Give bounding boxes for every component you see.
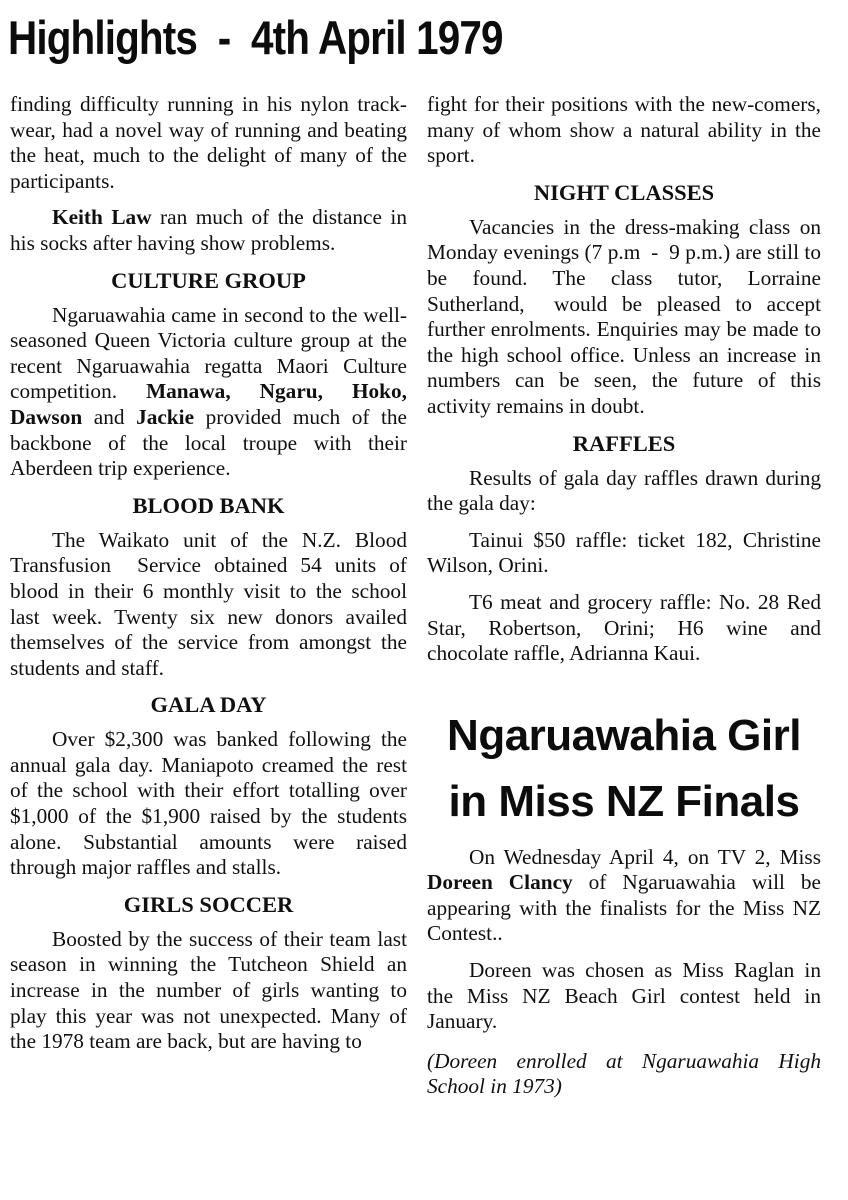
section-heading: RAFFLES	[572, 430, 676, 456]
article-headline-line: Ngaruawahia Girl	[447, 710, 801, 760]
right-column	[427, 92, 821, 1111]
section-heading: BLOOD BANK	[132, 492, 285, 518]
paragraph: Boosted by the success of their team last season in winning the Tutcheon Shield an increase in the number of girls wanting to play this year was not unexpected. Many of the 1978 team are back, but are having to	[10, 926, 407, 1054]
left-column	[10, 92, 407, 1066]
paragraph: Tainui $50 raffle: ticket 182, Christine Wilson, Orini.	[427, 527, 821, 578]
paragraph: Doreen was chosen as Miss Raglan in the Miss NZ Beach Girl contest held in January.	[427, 958, 821, 1034]
paragraph: finding difficulty running in his nylon track-wear, had a novel way of running and beating the heat, much to the delight of many of the participants.	[10, 92, 407, 193]
article-headline	[427, 703, 821, 835]
paragraph: Results of gala day raffles drawn during the gala day:	[427, 465, 821, 516]
page-title: Highlights - 4th April 1979	[8, 11, 503, 64]
paragraph: Over $2,300 was banked following the annual gala day. Maniapoto creamed the rest of the school with their effort totalling over $1,000 of the $1,900 raised by the students alone. Substantial amounts were raised through major raffles and stalls.	[10, 727, 407, 880]
paragraph: On Wednesday April 4, on TV 2, Miss Doreen Clancy of Ngaruawahia will be appearing with the finalists for the Miss NZ Contest..	[427, 844, 822, 946]
paragraph: The Waikato unit of the N.Z. Blood Transfusion Service obtained 54 units of blood in their 6 monthly visit to the school last week. Twenty six new donors availed themselves of the service from amongst the students and staff.	[10, 527, 407, 680]
section-heading: CULTURE GROUP	[111, 267, 306, 293]
paragraph: T6 meat and grocery raffle: No. 28 Red Star, Robertson, Orini; H6 wine and chocolate raffle, Adrianna Kaui.	[427, 589, 821, 666]
paragraph: fight for their positions with the new-comers, many of whom show a natural ability in the sport.	[427, 92, 821, 168]
paragraph: (Doreen enrolled at Ngaruawahia High School in 1973)	[427, 1048, 821, 1099]
section-heading: GALA DAY	[150, 692, 267, 718]
section-heading: NIGHT CLASSES	[533, 179, 715, 205]
paragraph: Keith Law ran much of the distance in his socks after having show problems.	[10, 205, 407, 255]
paragraph: Ngaruawahia came in second to the well-seasoned Queen Victoria culture group at the recent Ngaruawahia regatta Maori Culture competition. Manawa, Ngaru, Hoko, Dawson and Jackie provided much of the backbone of the local troupe with their Aberdeen trip experience.	[10, 302, 408, 481]
paragraph: Vacancies in the dress-making class on Monday evenings (7 p.m - 9 p.m.) are still to be found. The class tutor, Lorraine Sutherland, would be pleased to accept further enrolments. Enquiries may be made to the high school office. Unless an increase in numbers can be seen, the future of this activity remains in doubt.	[427, 214, 821, 418]
article-headline-line: in Miss NZ Finals	[448, 776, 800, 826]
section-heading: GIRLS SOCCER	[123, 891, 294, 917]
